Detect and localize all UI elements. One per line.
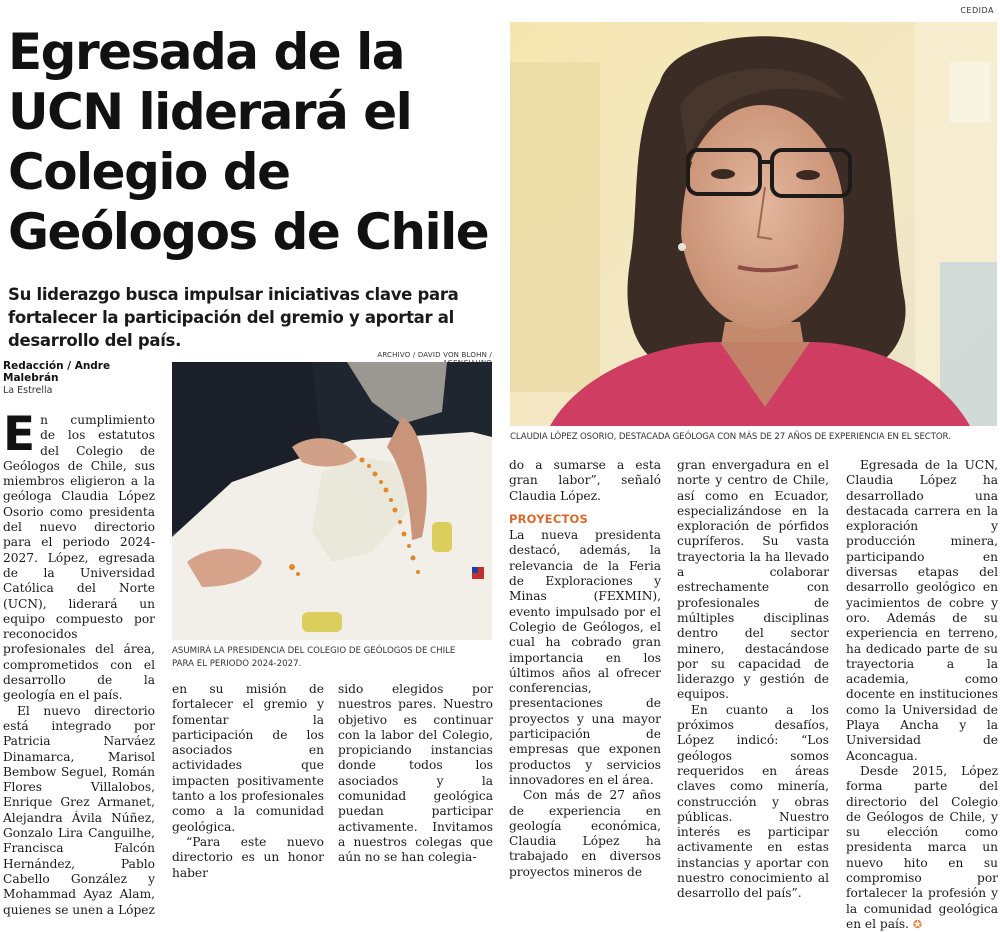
article-paragraph: En cuanto a los próximos desafíos, López indicó: “Los geólogos somos requeridos en áreas claves como minería, construcción y obras públicas. Nuestro interés es participar activamente en estas instancias y aportar con nuestro conocimiento al desarrollo del país”. [677,702,829,901]
article-paragraph: do a sumarse a esta gran labor”, señaló Claudia López. [509,458,661,503]
byline [3,360,168,396]
photo-credit-map: ARCHIVO / DAVID VON BLOHN / [377,351,492,359]
article-paragraph: Con más de 27 años de experiencia en geología económica, Claudia López ha trabajado en diversos proyectos mineros de [509,788,661,879]
headline-line: UCN liderará el [8,83,412,141]
map-photo [172,362,492,640]
portrait-caption: CLAUDIA LÓPEZ OSORIO, DESTACADA GEÓLOGA CON MÁS DE 27 AÑOS DE EXPERIENCIA EN EL SECTOR. [510,432,951,442]
headline [8,22,508,262]
end-of-article-icon: ✪ [912,917,923,931]
article-column-5 [677,458,829,902]
byline-outlet: La Estrella [3,385,53,396]
photo-credit-main: CEDIDA [960,6,994,15]
article-paragraph: gran envergadura en el norte y centro de Chile, así como en Ecuador, especializándose en la exploración de pórfidos cupríferos. Su vasta trayectoria la ha llevado a colaborar estrechamente con profesionales de múltiples disciplinas dentro del sector minero, destacándose por su capacidad de liderazgo y gestión de equipos. [677,458,829,702]
map-illustration [172,362,492,640]
map-caption-line: PARA EL PERIODO 2024-2027. [172,659,302,669]
portrait-illustration [510,22,997,426]
byline-author: Redacción / Andre Malebrán [3,360,111,384]
subheadline: Su liderazgo busca impulsar iniciativas clave para fortalecer la participación del gremio y aportar al desarrollo del país. [8,285,459,350]
map-caption [172,645,492,671]
article-paragraph: Egresada de la UCN, Claudia López ha desarrollado una destacada carrera en la exploración y producción minera, participando en diversas etapas del desarrollo geológico en yacimientos de cobre y oro. Además de su experiencia en terreno, ha dedicado parte de su trayectoria a la academia, como docente en instituciones como la Universidad de Playa Ancha y la Universidad de Aconcagua. [846,458,998,763]
article-paragraph [3,407,155,704]
article-column-6 [846,458,998,932]
article-column-1 [3,407,155,918]
section-heading: PROYECTOS [509,511,588,526]
article-column-3 [338,682,493,866]
article-column-4 [509,458,661,880]
article-paragraph: El nuevo directorio está integrado por Patricia Narváez Dinamarca, Marisol Bembow Seguel, Román Flores Villalobos, Enrique Grez Armanet, Alejandra Ávila Núñez, Gonzalo Lira Canguilhe, Francisca Falcón Hernández, Pablo Cabello González y Mohammad Ayaz Alam, quienes se unen a López [3,703,155,917]
map-caption-line: ASUMIRÁ LA PRESIDENCIA DEL COLEGIO DE GEÓLOGOS DE CHILE [172,646,456,656]
article-paragraph: “Para este nuevo directorio es un honor haber [172,834,324,880]
portrait-photo [510,22,997,426]
headline-line: Egresada de la [8,23,404,81]
article-paragraph [846,764,998,932]
headline-line: Colegio de [8,143,290,201]
paragraph-text: Desde 2015, López forma parte del directorio del Colegio de Geólogos de Chile, y su elección como presidenta marca un nuevo hito en su compromiso por fortalecer la profesión y la comunidad geológica en el país. [846,763,998,931]
headline-line: Geólogos de Chile [8,203,489,261]
article-paragraph: sido elegidos por nuestros pares. Nuestro objetivo es continuar con la labor del Colegio, propiciando instancias donde todos los asociados y la comunidad geológica puedan participar activamente. Invitamos a nuestros colegas que aún no se han colegia- [338,682,493,865]
dropcap: E [3,407,36,462]
article-paragraph: La nueva presidenta destacó, además, la relevancia de la Feria de Exploraciones y Minas (FEXMIN), evento impulsado por el Colegio de Geólogos, el cual ha cobrado gran importancia en los últimos años al ofrecer conferencias, presentaciones de proyectos y una mayor participación de empresas que exponen productos y servicios innovadores en el área. [509,528,661,787]
article-paragraph: en su misión de fortalecer el gremio y fomentar la participación de los asociados en actividades que impacten positivamente tanto a los profesionales como a la comunidad geológica. [172,682,324,834]
paragraph-text: n cumplimiento de los estatutos del Colegio de Geólogos de Chile, sus miembros eligieron a la geóloga Claudia López Osorio como presidenta del nuevo directorio para el periodo 2024-2027. López, egresada de la Universidad Católica del Norte (UCN), liderará un equipo compuesto por reconocidos profesionales del área, comprometidos con el desarrollo de la geología en el país. [3,413,155,703]
article-column-2 [172,682,324,881]
